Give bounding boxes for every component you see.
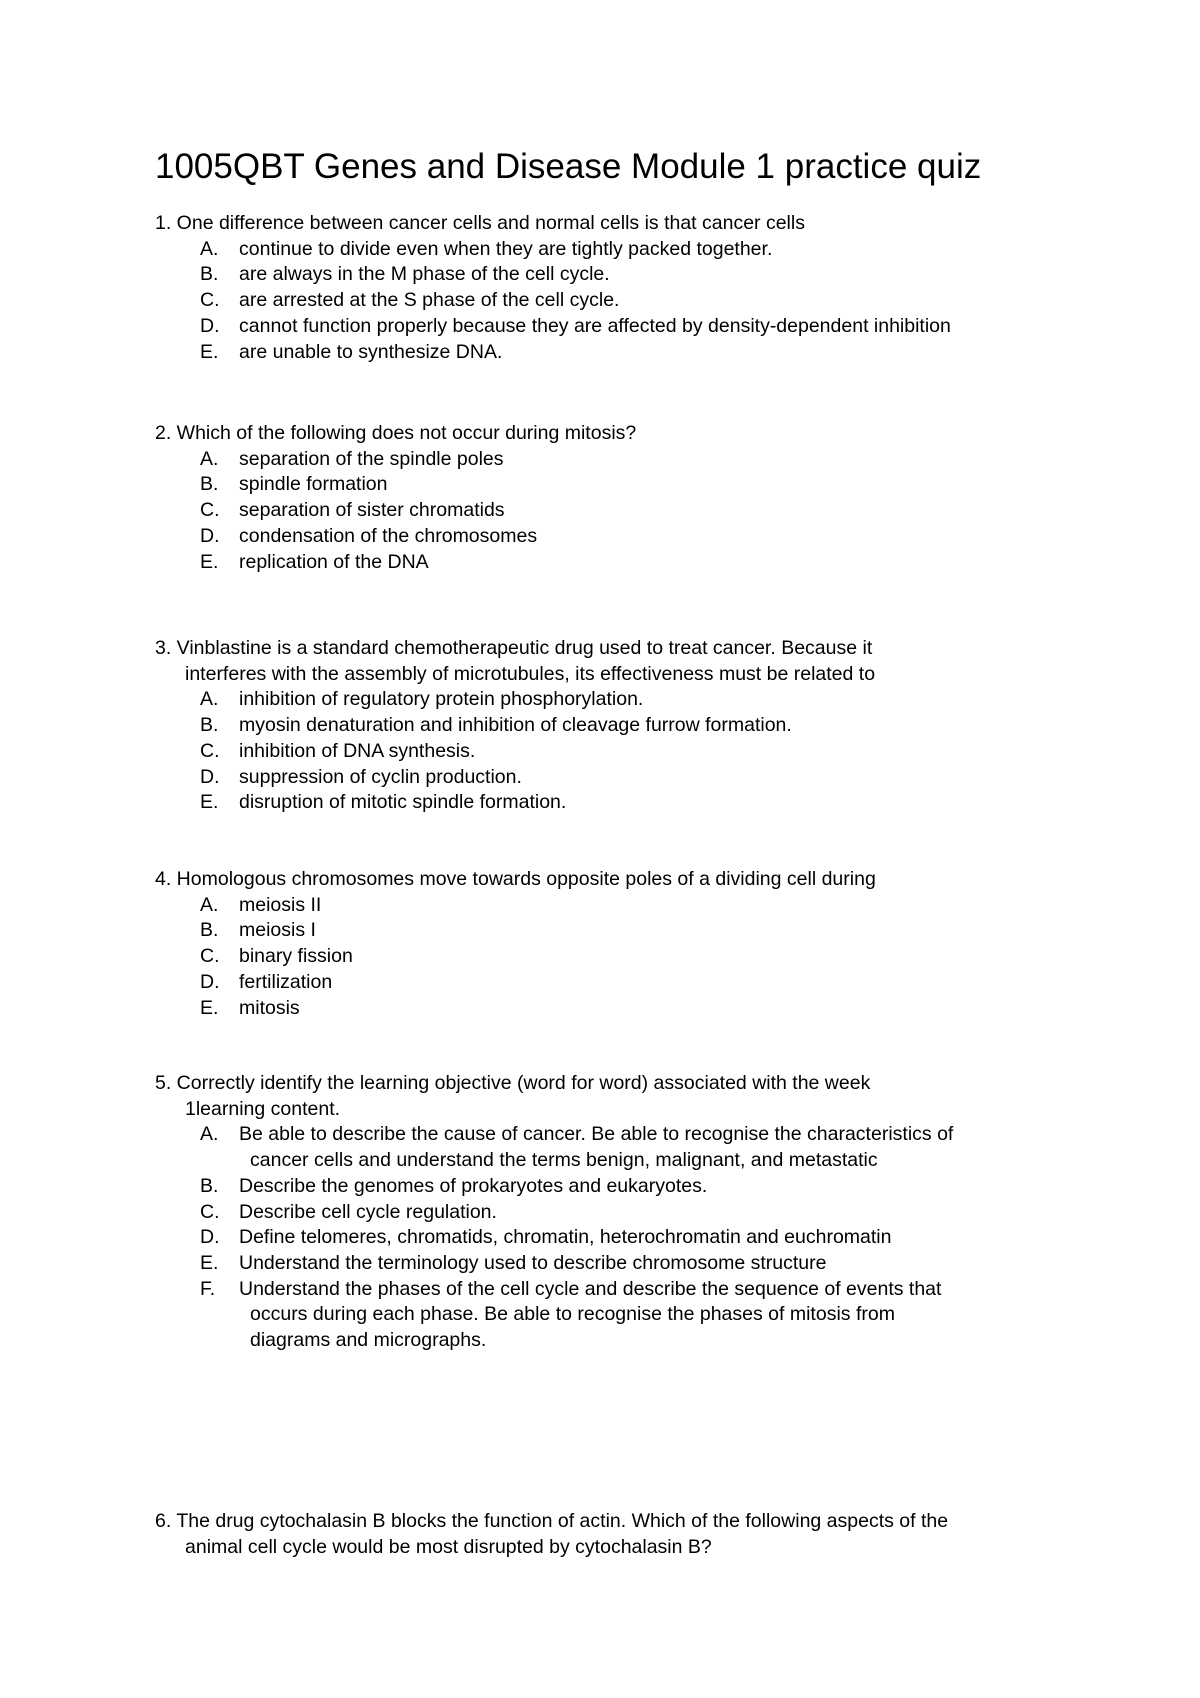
option-text: are always in the M phase of the cell cycle. [239,263,610,286]
option-text: binary fission [239,945,353,968]
question-stem-continuation: interferes with the assembly of microtubules, its effectiveness must be related to [185,662,876,685]
option-text: continue to divide even when they are tightly packed together. [239,237,773,260]
option-letter: B. [200,919,219,942]
option-letter: D. [200,314,220,337]
option-letter: C. [200,945,220,968]
option-letter: B. [200,1174,219,1197]
option-text: spindle formation [239,473,388,496]
option-text-continuation: diagrams and micrographs. [250,1329,487,1351]
option-letter: A. [200,1123,219,1146]
option-text: fertilization [239,970,333,993]
option-text: myosin denaturation and inhibition of cleavage furrow formation. [239,714,792,737]
page-title: 1005QBT Genes and Disease Module 1 practice quiz [155,147,982,186]
option-letter: E. [200,996,219,1019]
option-text: disruption of mitotic spindle formation. [239,791,567,814]
question-stem-continuation: 1learning content. [185,1097,341,1120]
question-stem: 4. Homologous chromosomes move towards opposite poles of a dividing cell during [155,868,876,890]
option-text: mitosis [239,996,300,1019]
option-letter: D. [200,970,220,993]
option-letter: B. [200,714,219,737]
option-text: meiosis I [239,919,316,942]
option-letter: B. [200,473,219,496]
option-text: are unable to synthesize DNA. [239,340,503,363]
option-text: inhibition of regulatory protein phosphorylation. [239,688,644,711]
option-text: Be able to describe the cause of cancer. Be able to recognise the characteristics of [239,1123,954,1146]
option-letter: E. [200,791,219,814]
option-letter: C. [200,289,220,312]
option-text: Describe cell cycle regulation. [239,1200,497,1223]
option-letter: A. [200,447,219,470]
option-letter: C. [200,499,220,522]
option-text: inhibition of DNA synthesis. [239,739,476,762]
option-letter: D. [200,1226,220,1249]
question-stem: 5. Correctly identify the learning objective (word for word) associated with the week [155,1072,871,1094]
option-text: Define telomeres, chromatids, chromatin, heterochromatin and euchromatin [239,1226,892,1249]
option-text: separation of the spindle poles [239,447,504,470]
option-text: Understand the terminology used to describe chromosome structure [239,1251,827,1274]
option-text: replication of the DNA [239,550,429,573]
option-letter: C. [200,1200,220,1223]
option-text-continuation: occurs during each phase. Be able to recognise the phases of mitosis from [250,1303,895,1326]
option-text: are arrested at the S phase of the cell cycle. [239,289,620,312]
question-stem: 3. Vinblastine is a standard chemotherapeutic drug used to treat cancer. Because it [155,637,873,659]
question-stem: 6. The drug cytochalasin B blocks the function of actin. Which of the following aspects of the [155,1510,949,1532]
option-text: meiosis II [239,893,322,916]
option-text: Describe the genomes of prokaryotes and eukaryotes. [239,1174,708,1197]
option-text-continuation: cancer cells and understand the terms benign, malignant, and metastatic [250,1149,878,1172]
option-letter: D. [200,765,220,788]
question-stem: 1. One difference between cancer cells and normal cells is that cancer cells [155,212,805,234]
option-text: suppression of cyclin production. [239,765,522,788]
option-letter: A. [200,237,219,260]
question-stem: 2. Which of the following does not occur during mitosis? [155,422,637,444]
option-text: cannot function properly because they are affected by density-dependent inhibition [239,314,951,337]
option-letter: E. [200,550,219,573]
option-text: separation of sister chromatids [239,499,505,522]
option-letter: E. [200,1251,219,1274]
option-letter: C. [200,739,220,762]
option-text: Understand the phases of the cell cycle and describe the sequence of events that [239,1277,942,1300]
question-stem-continuation: animal cell cycle would be most disrupted by cytochalasin B? [185,1535,712,1558]
option-letter: B. [200,263,219,286]
option-letter: E. [200,340,219,363]
option-letter: A. [200,688,219,711]
option-letter: F. [200,1277,216,1300]
option-letter: A. [200,893,219,916]
option-text: condensation of the chromosomes [239,524,538,547]
option-letter: D. [200,524,220,547]
